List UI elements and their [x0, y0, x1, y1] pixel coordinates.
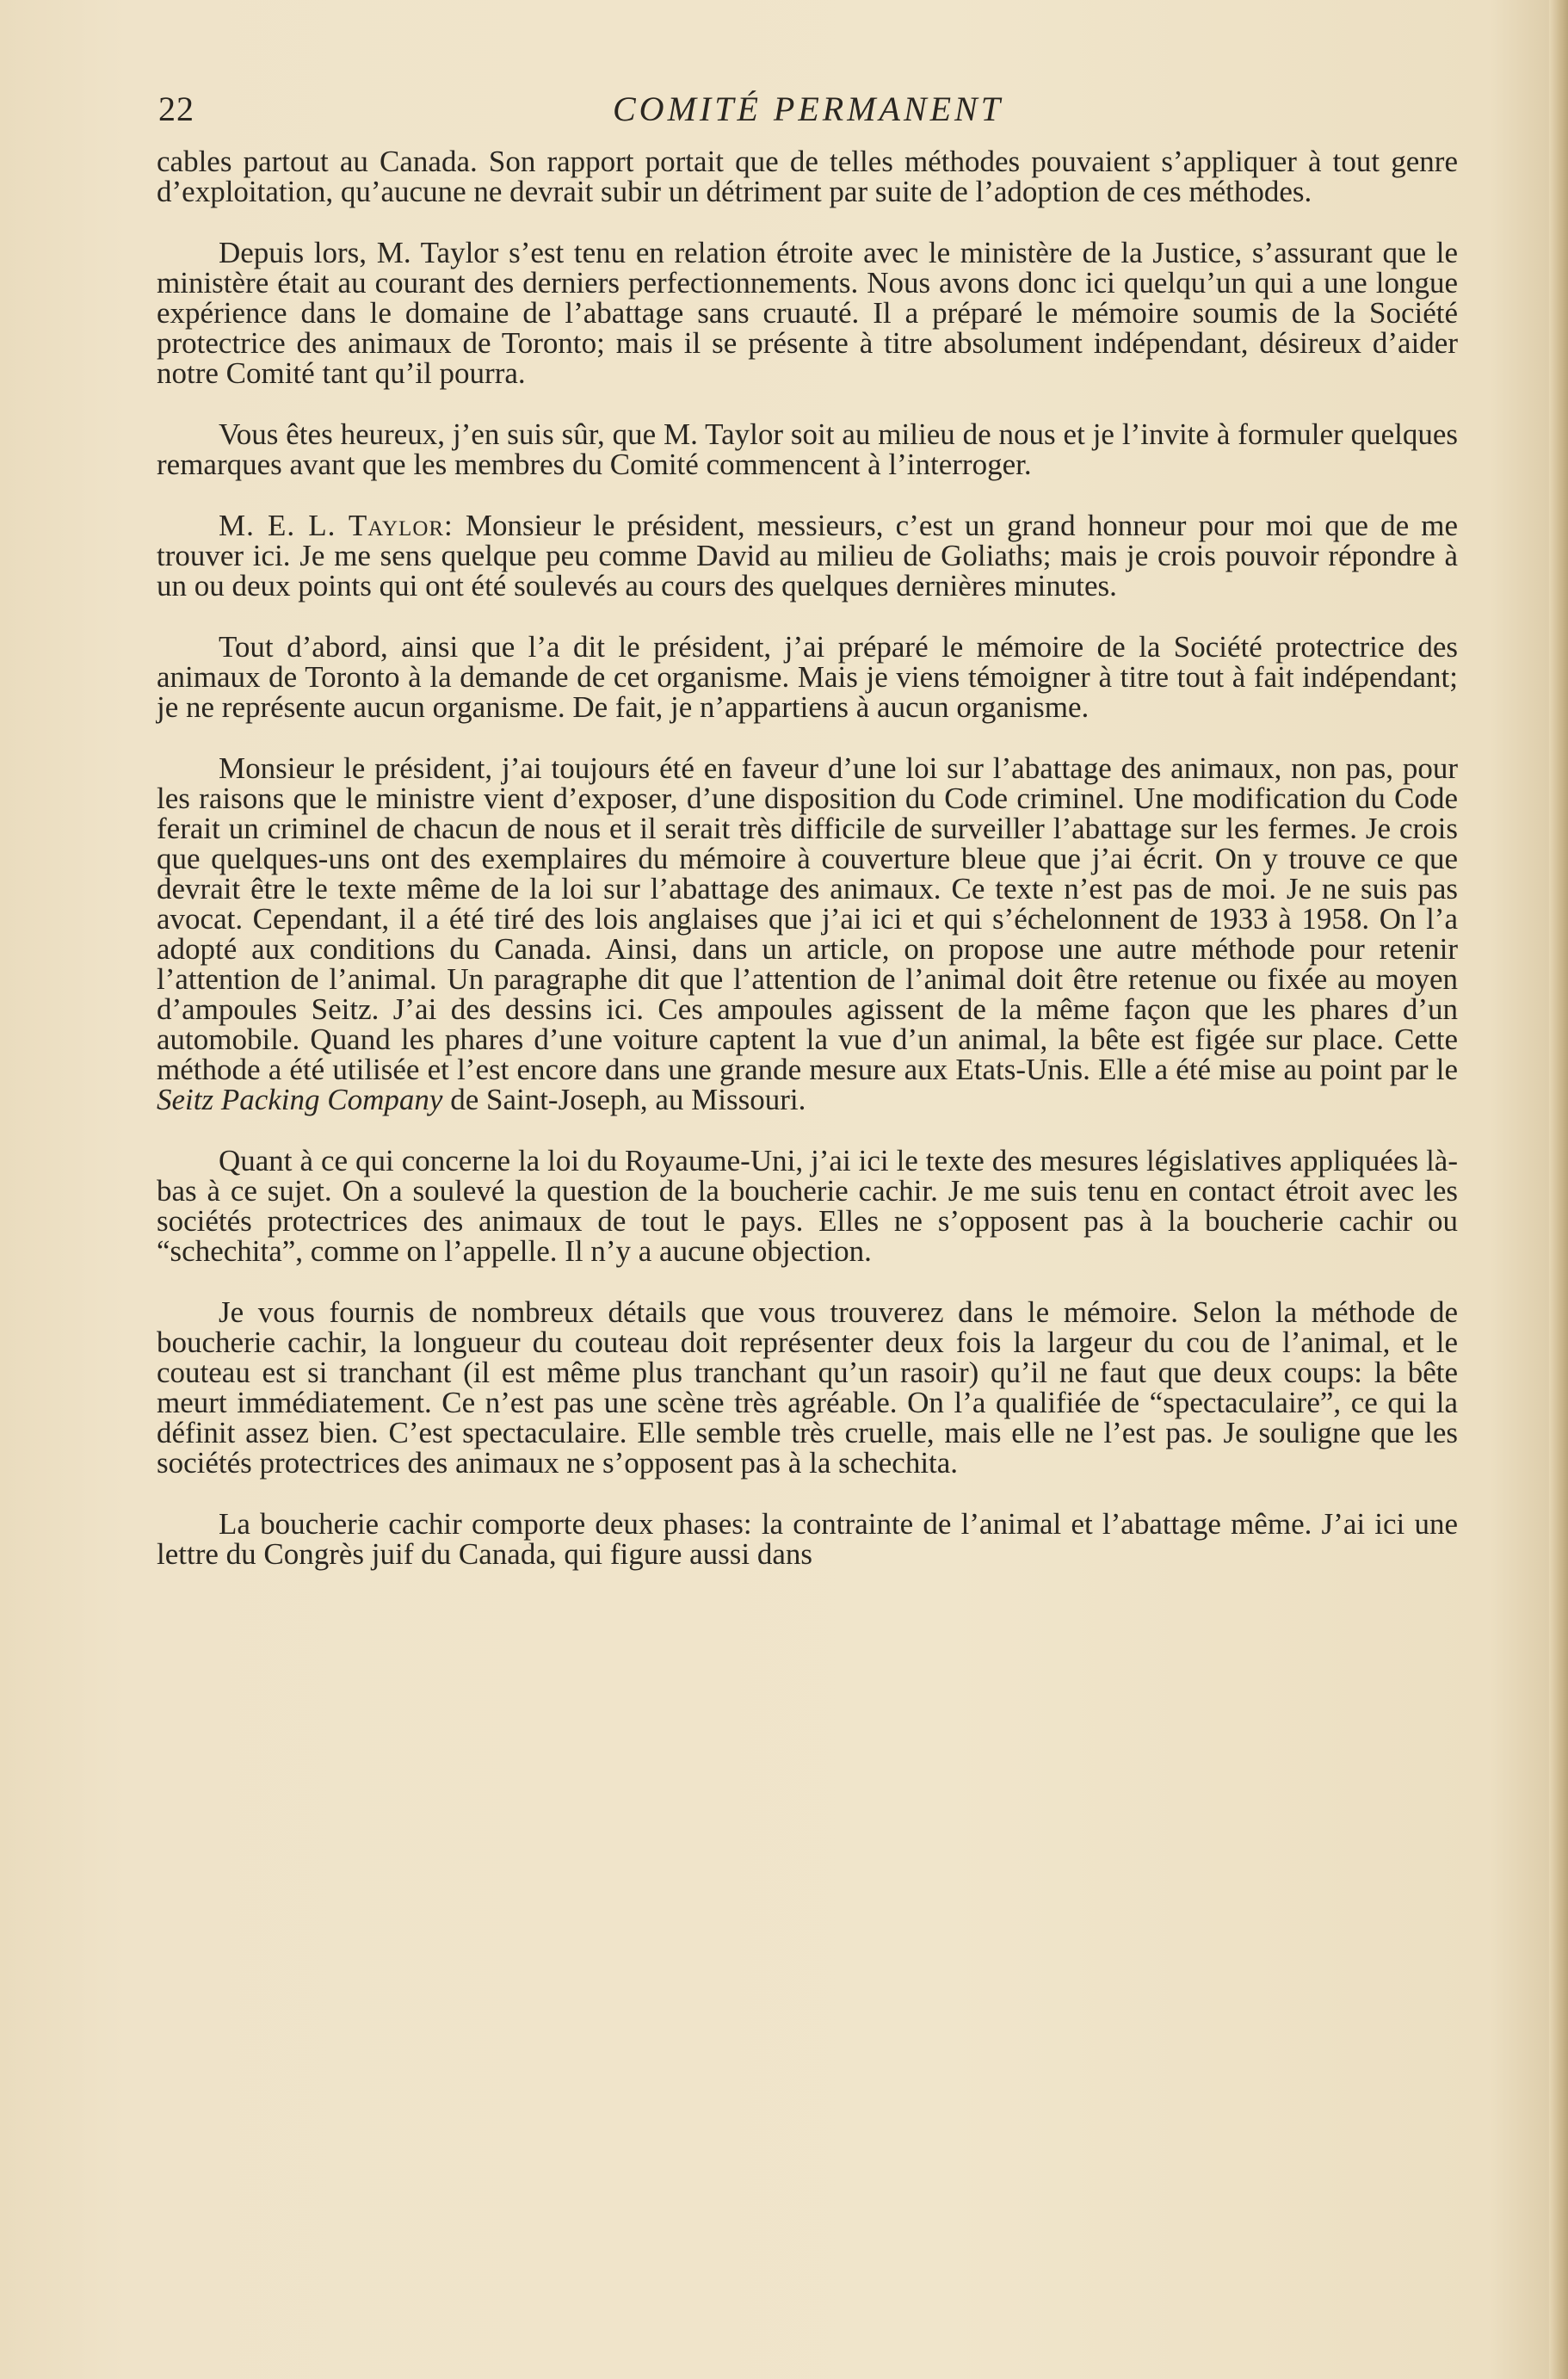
paragraph-9: La boucherie cachir comporte deux phases: la contrainte de l’animal et l’abattage même. J’ai ici une lettre du Congrès juif du Canada, qui figure aussi dans: [157, 1507, 1458, 1571]
page-header: [158, 88, 1458, 139]
paragraph-4: [157, 510, 1458, 601]
paragraph-5: Tout d’abord, ainsi que l’a dit le président, j’ai préparé le mémoire de la Société protectrice des animaux de Toronto à la demande de cet organisme. Mais je viens témoigner à titre tout à fait indépendant; je ne représente aucun organisme. De fait, je n’appartiens à aucun organisme.: [157, 630, 1458, 724]
paragraph-1: cables partout au Canada. Son rapport portait que de telles méthodes pouvaient s’appliquer à tout genre d’exploitation, qu’aucune ne devrait subir un détriment par suite de l’adoption de ces méthodes.: [157, 145, 1458, 208]
paragraph-2: Depuis lors, M. Taylor s’est tenu en relation étroite avec le ministère de la Justice, s’assurant que le ministère était au courant des derniers perfectionnements. Nous avons donc ici quelqu’un qui a une longue expérience dans le domaine de l’abattage sans cruauté. Il a préparé le mémoire soumis de la Société protectrice des animaux de Toronto; mais il se présente à titre absolument indépendant, désireux d’aider notre Comité tant qu’il pourra.: [157, 236, 1458, 390]
paragraph-7: Quant à ce qui concerne la loi du Royaume-Uni, j’ai ici le texte des mesures législatives appliquées là-bas à ce sujet. On a soulevé la question de la boucherie cachir. Je me suis tenu en contact étroit avec les sociétés protectrices des animaux de tout le pays. Elles ne s’opposent pas à la boucherie cachir ou “schechita”, comme on l’appelle. Il n’y a aucune objection.: [157, 1144, 1458, 1268]
page-number: 22: [158, 90, 194, 128]
paragraph-6: [157, 753, 1458, 1115]
paragraph-8: Je vous fournis de nombreux détails que vous trouverez dans le mémoire. Selon la méthode de boucherie cachir, la longueur du couteau doit représenter deux fois la largeur du cou de l’animal, et le couteau est si tranchant (il est même plus tranchant qu’un rasoir) qu’il ne faut que deux coups: la bête meurt immédiatement. Ce n’est pas une scène très agréable. On l’a qualifiée de “spectaculaire”, ce qui la définit assez bien. C’est spectaculaire. Elle semble très cruelle, mais elle ne l’est pas. Je souligne que les sociétés protectrices des animaux ne s’opposent pas à la schechita.: [157, 1295, 1458, 1480]
body-text: [157, 146, 1458, 1600]
paragraph-3: Vous êtes heureux, j’en suis sûr, que M. Taylor soit au milieu de nous et je l’invite à formuler quelques remarques avant que les membres du Comité commencent à l’interroger.: [157, 417, 1458, 481]
running-title: COMITÉ PERMANENT: [613, 90, 1003, 128]
paragraph-6-text-a: Monsieur le président, j’ai toujours été en faveur d’une loi sur l’abattage des animaux, non pas, pour les raisons que le ministre vient d’exposer, d’une disposition du Code criminel. Une modification du Code ferait un criminel de chacun de nous et il serait très difficile de surveiller l’abattage sur les fermes. Je crois que quelques-uns ont des exemplaires du mémoire à couverture bleue que j’ai écrit. On y trouve ce que devrait être le texte même de la loi sur l’abattage des animaux. Ce texte n’est pas de moi. Je ne suis pas avocat. Cependant, il a été tiré des lois anglaises que j’ai ici et qui s’échelonnent de 1933 à 1958. On l’a adopté aux conditions du Canada. Ainsi, dans un article, on propose une autre méthode pour retenir l’attention de l’animal. Un paragraphe dit que l’attention de l’animal doit être retenue ou fixée au moyen d’ampoules Seitz. J’ai des dessins ici. Ces ampoules agissent de la même façon que les phares d’un automobile. Quand les phares d’une voiture captent la vue d’un animal, la bête est figée sur place. Cette méthode a été utilisée et l’est encore dans une grande mesure aux Etats-Unis. Elle a été mise au point par le: [157, 751, 1458, 1086]
company-name: Seitz Packing Company: [157, 1083, 443, 1116]
page-edge: [1549, 0, 1568, 2379]
speaker-name: M. E. L. Taylor:: [219, 509, 454, 542]
paragraph-6-text-b: de Saint-Joseph, au Missouri.: [442, 1083, 806, 1116]
paragraph-4-text: Monsieur le président, messieurs, c’est un grand honneur pour moi que de me trouver ici. Je me sens quelque peu comme David au milieu de Goliaths; mais je crois pouvoir répondre à un ou deux points qui ont été soulevés au cours des quelques dernières minutes.: [157, 509, 1458, 602]
